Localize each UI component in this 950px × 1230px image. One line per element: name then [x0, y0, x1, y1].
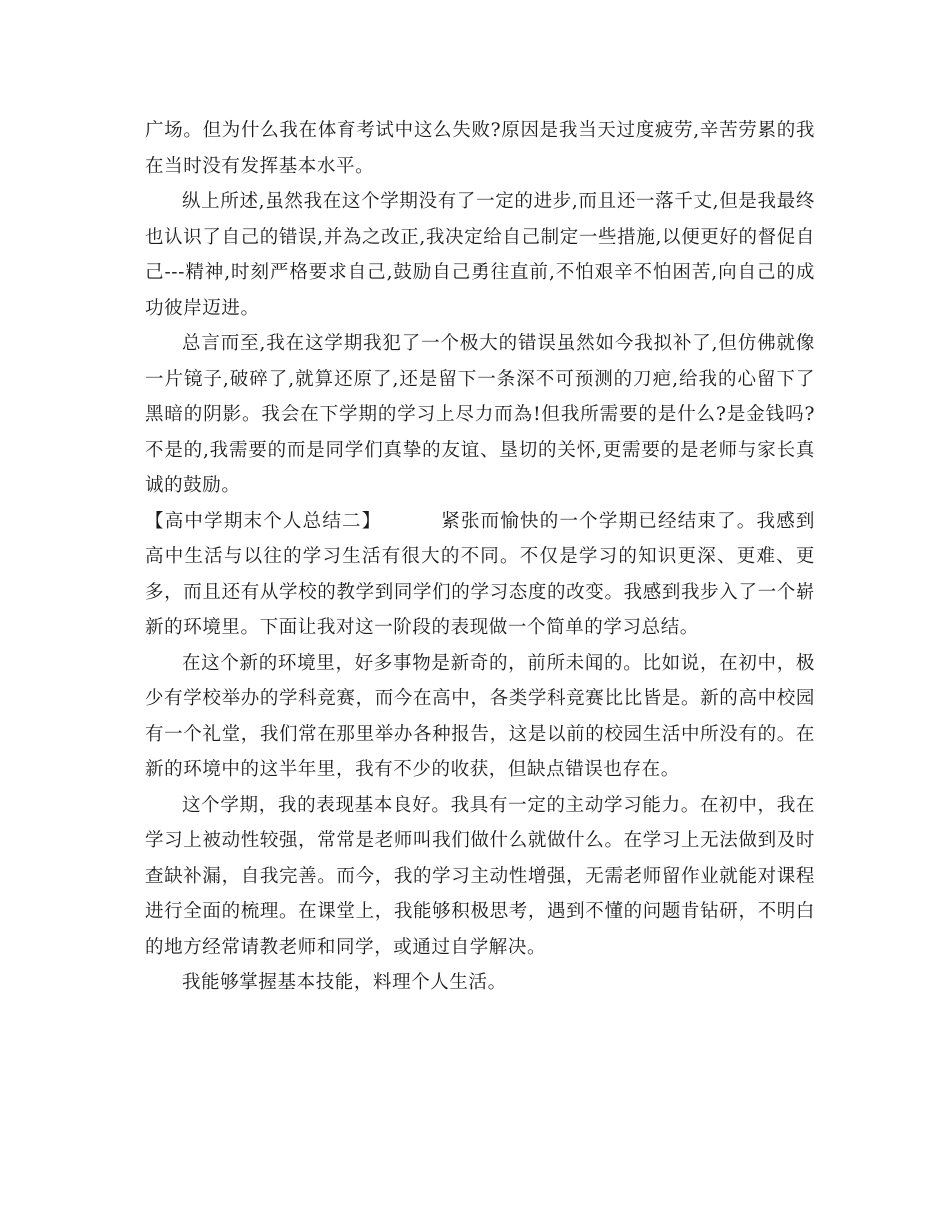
document-body	[145, 113, 815, 1001]
section-intro-text: 紧张而愉快的一个学期已经结束了。我感到高中生活与以往的学习生活有很大的不同。不仅是学习的知识更深、更难、更多，而且还有从学校的教学到同学们的学习态度的改变。我感到我步入了一个崭新的环境里。下面让我对这一阶段的表现做一个简单的学习总结。	[145, 510, 816, 638]
paragraph-new-environment: 在这个新的环境里，好多事物是新奇的，前所未闻的。比如说，在初中，极少有学校举办的学科竞赛，而今在高中，各类学科竞赛比比皆是。新的高中校园有一个礼堂，我们常在那里举办各种报告，这是以前的校园生活中所没有的。在新的环境中的这半年里，我有不少的收获，但缺点错误也存在。	[145, 652, 815, 780]
section-two-intro-paragraph	[145, 504, 815, 646]
section-heading: 【高中学期末个人总结二】	[145, 510, 382, 532]
paragraph-continuation: 广场。但为什么我在体育考试中这么失败?原因是我当天过度疲劳,辛苦劳累的我在当时没有发挥基本水平。	[145, 120, 815, 177]
paragraph-skills: 我能够掌握基本技能，料理个人生活。	[182, 972, 507, 993]
paragraph-performance: 这个学期，我的表现基本良好。我具有一定的主动学习能力。在初中，我在学习上被动性较强，常常是老师叫我们做什么就做什么。在学习上无法做到及时查缺补漏，自我完善。而今，我的学习主动性增强，无需老师留作业就能对课程进行全面的梳理。在课堂上，我能够积极思考，遇到不懂的问题肯钻研，不明白的地方经常请教老师和同学，或通过自学解决。	[145, 794, 815, 958]
paragraph-conclusion: 总言而至,我在这学期我犯了一个极大的错误虽然如今我拟补了,但仿佛就像一片镜子,破碎了,就算还原了,还是留下一条深不可预测的刀疤,给我的心留下了黑暗的阴影。我会在下学期的学习上尽力而為!但我所需要的是什么?是金钱吗?不是的,我需要的而是同学们真挚的友谊、垦切的关怀,更需要的是老师与家长真诚的鼓励。	[145, 333, 815, 496]
paragraph-summary: 纵上所述,虽然我在这个学期没有了一定的进步,而且还一落千丈,但是我最终也认识了自己的错误,并為之改正,我决定给自己制定一些措施,以便更好的督促自己---精神,时刻严格要求自己,鼓励自己勇往直前,不怕艰辛不怕困苦,向自己的成功彼岸迈进。	[145, 191, 815, 319]
